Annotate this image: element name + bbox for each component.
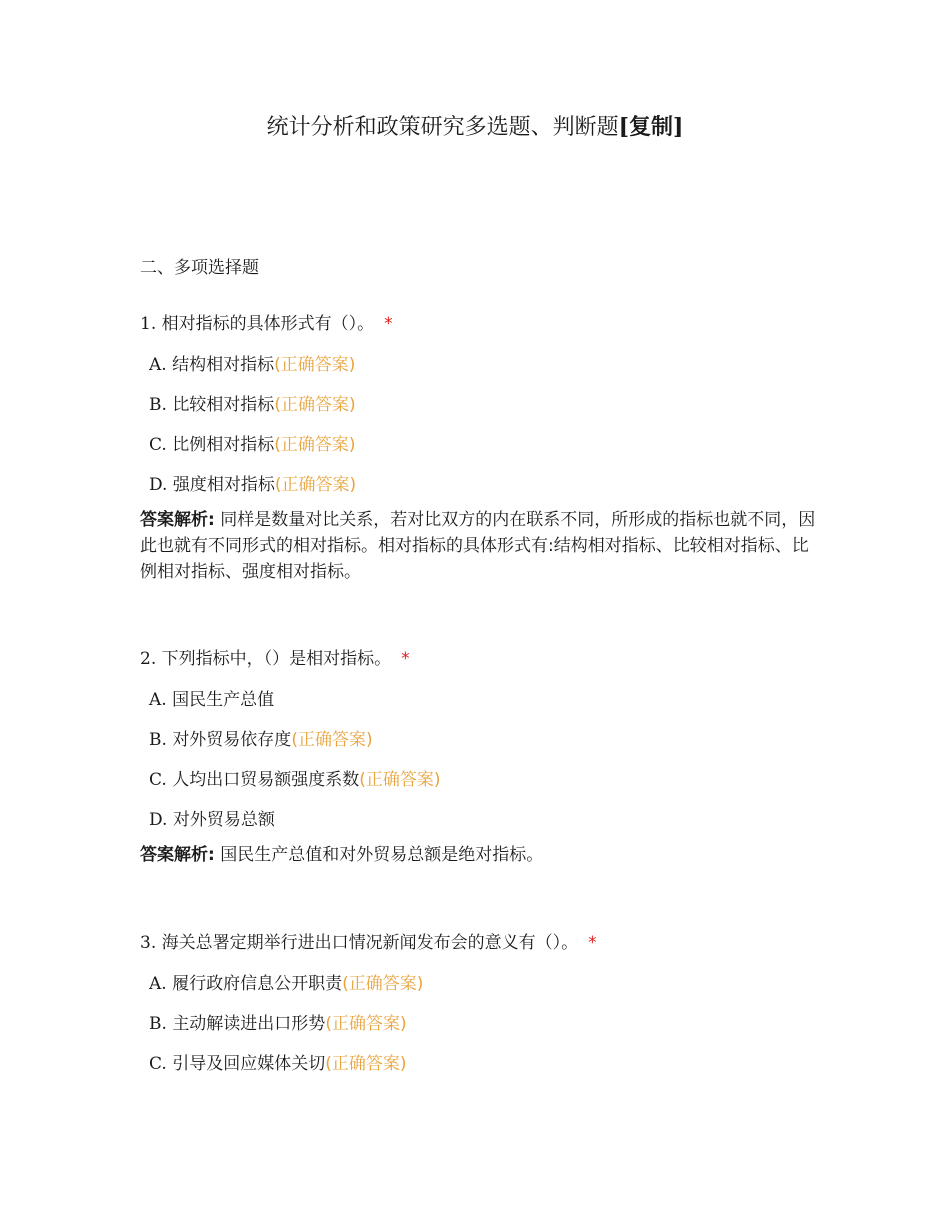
option-a[interactable] [140,688,820,728]
option-list [140,688,820,848]
analysis-text: 国民生产总值和对外贸易总额是绝对指标。 [220,845,544,865]
option-letter: A. [149,690,167,710]
correct-answer-tag: (正确答案) [325,1054,407,1074]
option-letter: C. [149,435,167,455]
correct-answer-tag: (正确答案) [291,730,373,750]
question-text: 下列指标中，（）是相对指标。 [161,649,392,669]
question-text: 相对指标的具体形式有（）。 [161,314,375,334]
option-text: 履行政府信息公开职责 [172,974,343,994]
option-letter: B. [149,395,167,415]
title-text: 统计分析和政策研究多选题、判断题 [266,115,619,140]
option-text: 国民生产总值 [172,690,275,710]
option-b[interactable] [140,393,820,433]
option-b[interactable] [140,1012,820,1052]
question-title [140,930,820,956]
analysis-label: 答案解析: [140,510,215,530]
question-title [140,646,820,672]
correct-answer-tag: (正确答案) [359,770,441,790]
option-a[interactable] [140,353,820,393]
option-text: 结构相对指标 [172,355,275,375]
option-text: 主动解读进出口形势 [172,1014,326,1034]
correct-answer-tag: (正确答案) [274,355,356,375]
option-text: 强度相对指标 [172,475,275,495]
option-a[interactable] [140,972,820,1012]
option-text: 对外贸易依存度 [172,730,292,750]
option-letter: B. [149,1014,167,1034]
section-heading: 二、多项选择题 [140,258,259,278]
answer-analysis [140,507,820,585]
analysis-label: 答案解析: [140,845,215,865]
option-letter: D. [149,475,168,495]
analysis-text: 同样是数量对比关系，若对比双方的内在联系不同，所形成的指标也就不同，因此也就有不同形式的相对指标。相对指标的具体形式有:结构相对指标、比较相对指标、比例相对指标、强度相对指标。 [140,510,816,582]
option-text: 比例相对指标 [172,435,275,455]
title-suffix: [复制] [618,114,684,140]
required-mark: * [384,314,393,334]
option-list [140,972,820,1092]
option-c[interactable] [140,433,820,473]
option-c[interactable] [140,768,820,808]
question-1 [140,311,820,585]
option-b[interactable] [140,728,820,768]
correct-answer-tag: (正确答案) [274,395,356,415]
correct-answer-tag: (正确答案) [325,1014,407,1034]
question-text: 海关总署定期举行进出口情况新闻发布会的意义有（）。 [161,933,579,953]
correct-answer-tag: (正确答案) [274,475,357,495]
correct-answer-tag: (正确答案) [274,435,356,455]
option-letter: B. [149,730,167,750]
required-mark: * [588,933,597,953]
question-title [140,311,820,337]
option-text: 人均出口贸易额强度系数 [172,770,360,790]
option-list [140,353,820,513]
option-letter: D. [149,810,168,830]
document-title [0,110,950,141]
option-letter: C. [149,1054,167,1074]
question-number: 3. [140,933,157,953]
required-mark: * [401,649,410,669]
option-text: 引导及回应媒体关切 [172,1054,326,1074]
question-number: 2. [140,649,157,669]
option-letter: A. [149,355,167,375]
answer-analysis [140,842,820,868]
correct-answer-tag: (正确答案) [342,974,424,994]
option-text: 比较相对指标 [172,395,275,415]
question-2 [140,646,820,868]
option-text: 对外贸易总额 [172,810,275,830]
option-letter: C. [149,770,167,790]
option-c[interactable] [140,1052,820,1092]
question-number: 1. [140,314,157,334]
question-3 [140,930,820,1092]
option-letter: A. [149,974,167,994]
